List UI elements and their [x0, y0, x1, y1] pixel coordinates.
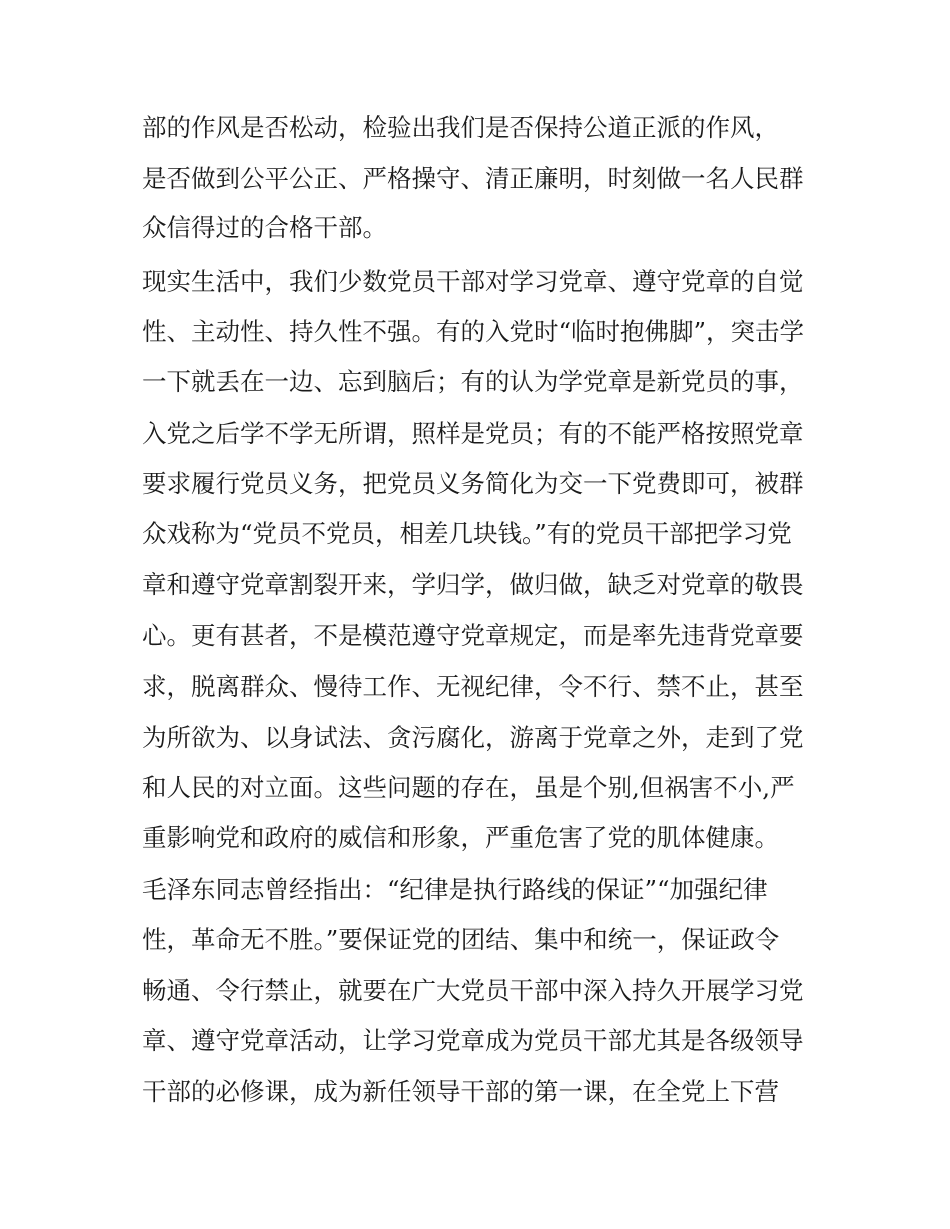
text-line: 现实生活中，我们少数党员干部对学习党章、遵守党章的自觉 — [142, 267, 804, 296]
text-line: 心。更有甚者，不是模范遵守党章规定，而是率先违背党章要 — [142, 621, 804, 650]
text-line: 入党之后学不学无所谓，照样是党员；有的不能严格按照党章 — [142, 419, 804, 448]
text-line: 是否做到公平公正、严格操守、清正廉明，时刻做一名人民群 — [142, 164, 804, 193]
text-line: 畅通、令行禁止，就要在广大党员干部中深入持久开展学习党 — [142, 976, 804, 1005]
text-line: 性，革命无不胜。”要保证党的团结、集中和统一，保证政令 — [142, 925, 780, 954]
text-line: 性、主动性、持久性不强。有的入党时“临时抱佛脚”，突击学 — [142, 317, 805, 346]
text-line: 章、遵守党章活动，让学习党章成为党员干部尤其是各级领导 — [142, 1026, 804, 1055]
text-line: 和人民的对立面。这些问题的存在，虽是个别,但祸害不小,严 — [142, 773, 795, 802]
text-line: 一下就丢在一边、忘到脑后；有的认为学党章是新党员的事， — [142, 367, 804, 396]
text-line: 要求履行党员义务，把党员义务简化为交一下党费即可，被群 — [142, 469, 804, 498]
text-line: 章和遵守党章割裂开来，学归学，做归做，缺乏对党章的敬畏 — [142, 570, 804, 599]
text-line: 干部的必修课，成为新任领导干部的第一课，在全党上下营 — [142, 1077, 779, 1106]
text-line: 部的作风是否松动，检验出我们是否保持公道正派的作风， — [142, 113, 779, 142]
text-line: 毛泽东同志曾经指出：“纪律是执行路线的保证”“加强纪律 — [142, 875, 768, 904]
text-line: 重影响党和政府的威信和形象，严重危害了党的肌体健康。 — [142, 823, 779, 852]
text-line: 众信得过的合格干部。 — [142, 213, 387, 242]
text-line: 为所欲为、以身试法、贪污腐化，游离于党章之外，走到了党 — [142, 723, 804, 752]
text-line: 众戏称为“党员不党员，相差几块钱。”有的党员干部把学习党 — [142, 519, 792, 548]
text-line: 求，脱离群众、慢待工作、无视纪律，令不行、禁不止，甚至 — [142, 672, 804, 701]
